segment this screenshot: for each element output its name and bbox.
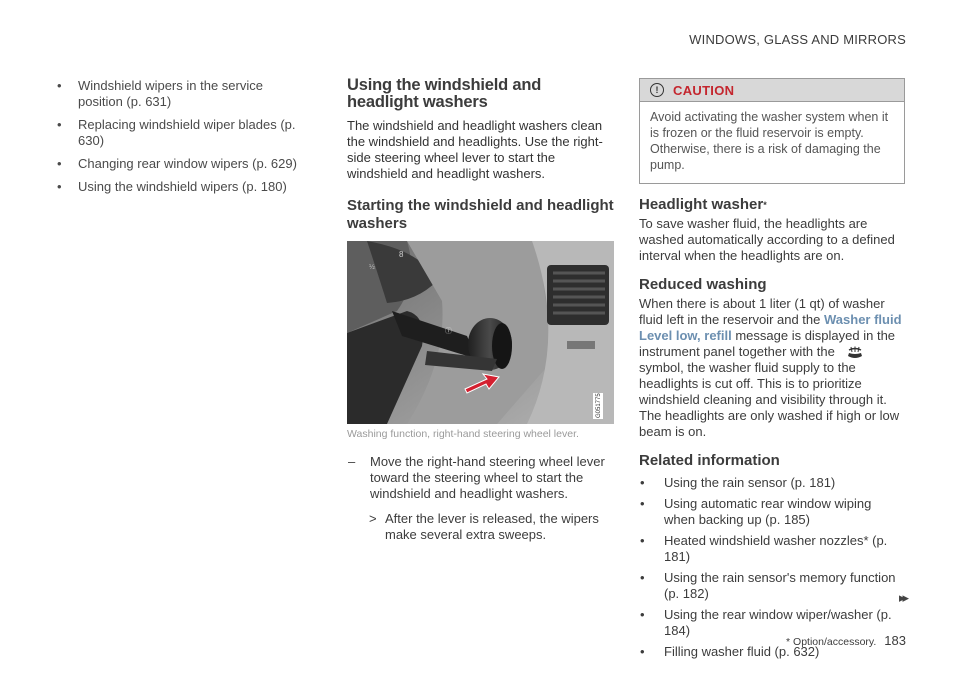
page-footer <box>786 633 906 648</box>
bullet-icon: • <box>57 78 62 93</box>
bullet-icon: • <box>640 607 645 622</box>
bullet-icon: • <box>640 644 645 659</box>
message-text: Washer fluid Level low, refill <box>639 312 902 343</box>
intro-paragraph: The windshield and headlight washers clean the windshield and headlights. Use the right-side steering wheel lever to start the windshield and headlight washers. <box>347 118 603 181</box>
related-info-title: Related information <box>639 452 780 469</box>
headlight-washer-title: Headlight washer* <box>639 196 767 213</box>
list-item: • Filling washer fluid (p. 632) <box>640 644 820 659</box>
washer-fluid-icon <box>846 346 864 360</box>
figure-caption: Washing function, right-hand steering wheel lever. <box>347 428 579 440</box>
caution-title: CAUTION <box>673 82 735 98</box>
instruction-step: – Move the right-hand steering wheel lever toward the steering wheel to start the windshield and headlight washers. <box>348 454 605 501</box>
image-code-label: G051775 <box>596 393 602 418</box>
svg-text:8: 8 <box>399 250 404 259</box>
caution-header <box>640 79 904 102</box>
list-item: • Using the windshield wipers (p. 180) <box>57 179 287 194</box>
caution-text: Avoid activating the washer system when it is frozen or the fluid reservoir is empty. Otherwise, there is a risk of damaging the pump. <box>650 110 889 172</box>
list-item: • Using the rain sensor (p. 181) <box>640 475 836 490</box>
list-item: • Heated windshield washer nozzles* (p. 181) <box>640 533 888 564</box>
list-item: • Changing rear window wipers (p. 629) <box>57 156 297 171</box>
reduced-washing-text: When there is about 1 liter (1 qt) of washer fluid left in the reservoir and the Washer fluid Level low, refill message is displayed in the instrument panel together with the symbol, the washer fluid supply to the headlights is cut off. This is to prioritize windshield cleaning and visibility through it. The headlights are only washed if high or low beam is on. <box>639 296 902 439</box>
page-number: 183 <box>884 633 906 648</box>
subsection-title: Starting the windshield and headlight washers <box>347 197 614 232</box>
svg-text:ⓘ: ⓘ <box>445 328 452 335</box>
list-item: • Using the rear window wiper/washer (p. 184) <box>640 607 892 638</box>
bullet-icon: • <box>57 156 62 171</box>
main-section <box>347 77 615 543</box>
step-dash-icon: – <box>348 454 356 469</box>
section-title: Using the windshield and headlight washers <box>347 76 542 111</box>
caution-box <box>639 78 905 184</box>
list-item: • Using automatic rear window wiping when backing up (p. 185) <box>640 496 872 527</box>
warning-icon: ! <box>650 83 664 97</box>
bullet-icon: • <box>57 117 62 132</box>
bullet-icon: • <box>640 533 645 548</box>
reduced-washing-title: Reduced washing <box>639 276 767 293</box>
svg-text:½: ½ <box>369 264 375 271</box>
right-column <box>639 78 905 660</box>
list-item: • Replacing windshield wiper blades (p. 630) <box>57 117 296 148</box>
bullet-icon: • <box>640 475 645 490</box>
page-header-title: WINDOWS, GLASS AND MIRRORS <box>689 32 906 47</box>
steering-lever-photo <box>347 241 614 424</box>
option-footnote: * Option/accessory. <box>786 636 877 648</box>
left-bullet-list <box>56 78 311 202</box>
list-item: • Windshield wipers in the service position (p. 631) <box>57 78 263 109</box>
bullet-icon: • <box>57 179 62 194</box>
result-arrow-icon: > <box>369 511 377 526</box>
bullet-icon: • <box>640 496 645 511</box>
headlight-washer-text: To save washer fluid, the headlights are washed automatically according to a defined interval when the headlights are on. <box>639 216 895 263</box>
step-result: > After the lever is released, the wipers make several extra sweeps. <box>369 511 599 542</box>
bullet-icon: • <box>640 570 645 585</box>
list-item: • Using the rain sensor's memory function (p. 182) <box>640 570 896 601</box>
continued-arrow-icon: ▸▸ <box>898 590 906 605</box>
steering-lever-illustration <box>347 241 614 424</box>
